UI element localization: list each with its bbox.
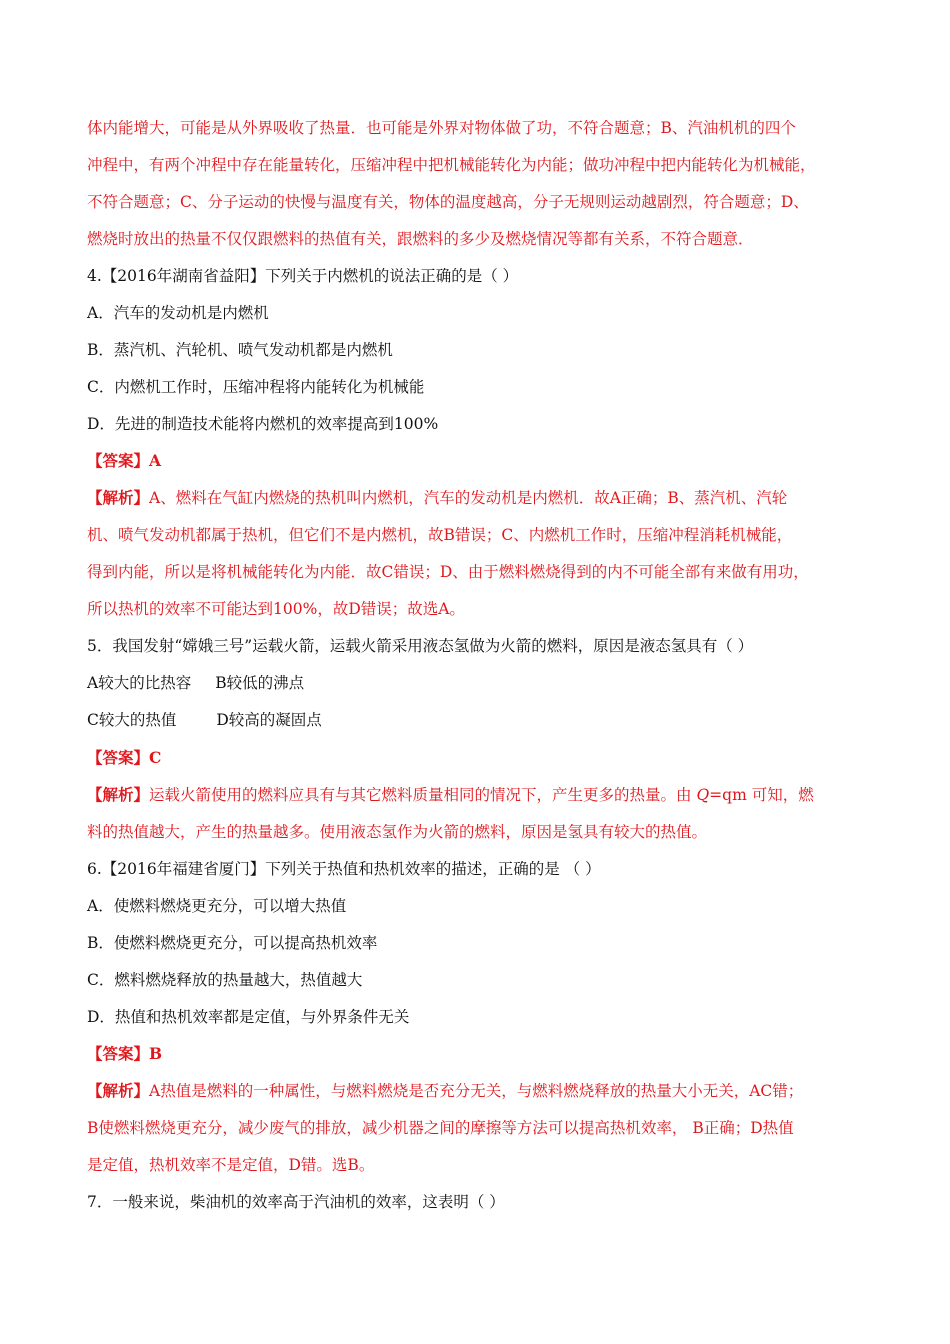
q4-stem: 4.【2016年湖南省益阳】下列关于内燃机的说法正确的是（ ）: [87, 267, 519, 285]
q4-option-b: B．蒸汽机、汽轮机、喷气发动机都是内燃机: [87, 341, 393, 359]
q4-answer-value: A: [149, 451, 162, 470]
q6-analysis-tag: 【解析】: [87, 1081, 150, 1100]
q5-analysis-text-1a: 运载火箭使用的燃料应具有与其它燃料质量相同的情况下，产生更多的热量。由: [149, 786, 697, 804]
q6-analysis-text-1: A热值是燃料的一种属性，与燃料燃烧是否充分无关，与燃料燃烧释放的热量大小无关，AC错；: [149, 1082, 804, 1100]
q6-option-c: C．燃料燃烧释放的热量越大，热值越大: [87, 971, 363, 989]
q6-option-d: D．热值和热机效率都是定值，与外界条件无关: [87, 1008, 410, 1026]
q5-analysis-tag: 【解析】: [87, 785, 150, 804]
q4-analysis-tag: 【解析】: [87, 488, 150, 507]
q6-analysis-line-3: 是定值，热机效率不是定值，D错。选B。: [87, 1156, 375, 1174]
q5-answer-tag: 【答案】: [87, 748, 150, 767]
q4-answer: [87, 451, 161, 471]
q5-analysis-line-1: [87, 785, 814, 805]
q5-answer: [87, 748, 161, 768]
q5-answer-value: C: [149, 748, 162, 767]
q4-analysis-line-4: 所以热机的效率不可能达到100%，故D错误；故选A。: [87, 600, 465, 618]
q5-analysis-text-1b: =qm 可知，燃: [709, 786, 814, 804]
q4-analysis-line-3: 得到内能，所以是将机械能转化为内能．故C错误；D、由于燃料燃烧得到的内不可能全部有来做有用功，: [87, 563, 809, 581]
analysis-continuation-line-4: 燃烧时放出的热量不仅仅跟燃料的热值有关，跟燃料的多少及燃烧情况等都有关系，不符合题意．: [87, 230, 754, 248]
q4-analysis-line-2: 机、喷气发动机都属于热机，但它们不是内燃机，故B错误；C、内燃机工作时，压缩冲程消耗机械能，: [87, 526, 793, 544]
q6-answer-value: B: [149, 1044, 163, 1063]
q7-stem: 7．一般来说，柴油机的效率高于汽油机的效率，这表明（ ）: [87, 1193, 505, 1211]
q5-option-b: B较低的沸点: [215, 674, 305, 692]
q5-analysis-line-2: 料的热值越大，产生的热量越多。使用液态氢作为火箭的燃料，原因是氢具有较大的热值。: [87, 823, 708, 841]
q6-analysis-line-1: [87, 1081, 803, 1101]
q5-analysis-symbol-q: Q: [696, 786, 710, 804]
q4-analysis-text-1: A、燃料在气缸内燃烧的热机叫内燃机，汽车的发动机是内燃机．故A正确；B、蒸汽机、汽轮: [149, 489, 788, 507]
q6-analysis-line-2: B使燃料燃烧更充分，减少废气的排放，减少机器之间的摩擦等方法可以提高热机效率， B正确；D热值: [87, 1119, 794, 1137]
analysis-continuation-line-1: 体内能增大，可能是从外界吸收了热量．也可能是外界对物体做了功，不符合题意；B、汽油机机的四个: [87, 119, 796, 137]
q6-stem: 6.【2016年福建省厦门】下列关于热值和热机效率的描述，正确的是 （ ）: [87, 860, 601, 878]
q6-answer-tag: 【答案】: [87, 1044, 150, 1063]
q4-option-a: A．汽车的发动机是内燃机: [87, 304, 269, 322]
analysis-continuation-line-2: 冲程中，有两个冲程中存在能量转化，压缩冲程中把机械能转化为内能；做功冲程中把内能转化为机械能，: [87, 156, 816, 174]
q6-option-a: A．使燃料燃烧更充分，可以增大热值: [87, 897, 347, 915]
q4-analysis-line-1: [87, 488, 787, 508]
q5-option-a: A较大的比热容: [87, 674, 192, 692]
q6-answer: [87, 1044, 162, 1064]
q5-option-d: D较高的凝固点: [216, 711, 322, 729]
q4-answer-tag: 【答案】: [87, 451, 150, 470]
analysis-continuation-line-3: 不符合题意；C、分子运动的快慢与温度有关，物体的温度越高，分子无规则运动越剧烈，符合题意；D、: [87, 193, 809, 211]
q5-options-row-1: [87, 673, 304, 693]
q5-stem: 5．我国发射“嫦娥三号”运载火箭，运载火箭采用液态氢做为火箭的燃料，原因是液态氢具有（ ）: [87, 637, 754, 655]
q5-options-row-2: [87, 710, 322, 730]
q5-option-c: C较大的热值: [87, 711, 177, 729]
q4-option-c: C．内燃机工作时，压缩冲程将内能转化为机械能: [87, 378, 425, 396]
q4-option-d: D．先进的制造技术能将内燃机的效率提高到100%: [87, 415, 439, 433]
q6-option-b: B．使燃料燃烧更充分，可以提高热机效率: [87, 934, 378, 952]
